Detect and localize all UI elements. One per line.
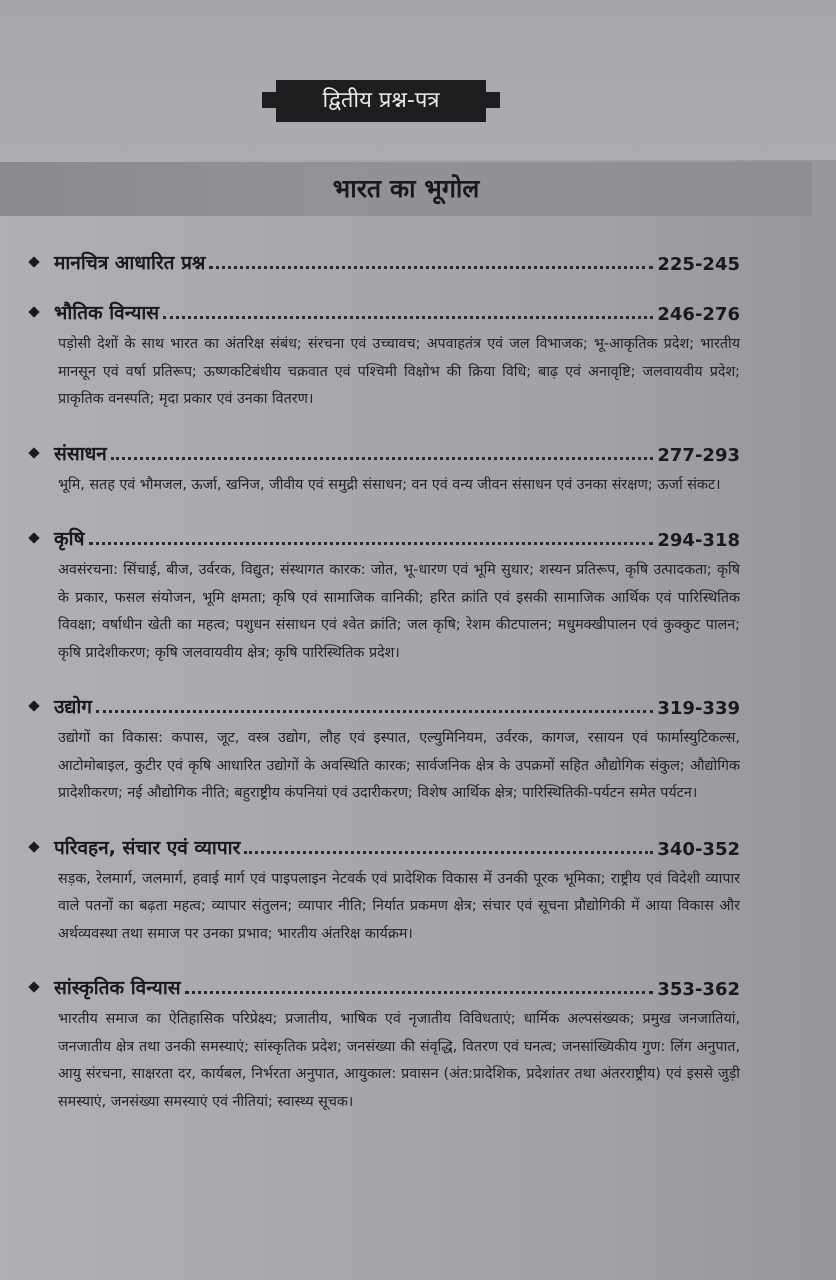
chapter-title-band (0, 162, 812, 216)
dot-leader (89, 541, 654, 545)
toc-entry-physical-setting (28, 295, 740, 414)
toc-heading-label: भौतिक विन्यास (54, 302, 160, 324)
toc-entry-industry (28, 689, 740, 808)
diamond-bullet-icon (28, 306, 39, 317)
page-range: 246-276 (657, 304, 740, 325)
diamond-bullet-icon (28, 447, 39, 458)
toc-heading[interactable] (28, 970, 740, 1000)
diamond-bullet-icon (28, 700, 39, 711)
page-range: 340-352 (657, 838, 740, 860)
page-range: 277-293 (657, 444, 740, 466)
toc-entry-cultural-setting (28, 970, 740, 1116)
diamond-bullet-icon (28, 532, 39, 543)
toc-heading[interactable] (28, 295, 740, 325)
page-range: 294-318 (657, 530, 740, 551)
dot-leader (244, 850, 653, 854)
toc-entry-resources (28, 436, 740, 500)
toc-entry-agriculture (28, 521, 740, 667)
banner-label: द्वितीय प्रश्न-पत्र (276, 80, 486, 122)
toc-heading[interactable] (28, 689, 740, 719)
toc-heading-label: परिवहन, संचार एवं व्यापार (54, 836, 241, 859)
toc-heading-label: उद्योग (54, 696, 93, 718)
diamond-bullet-icon (28, 981, 39, 992)
dot-leader (209, 265, 653, 269)
diamond-bullet-icon (28, 841, 39, 852)
toc-description: सड़क, रेलमार्ग, जलमार्ग, हवाई मार्ग एवं पाइपलाइन नेटवर्क एवं प्रादेशिक विकास में उनकी पूरक भूमिका; राष्ट्रीय एवं विदेशी व्यापार वाले पतनों का बढ़ता महत्व; व्यापार संतुलन; व्यापार नीति; निर्यात प्रकमण क्षेत्र; संचार एवं सूचना प्रौद्योगिकी में आया विकास और अर्थव्यवस्था तथा समाज पर उनका प्रभाव; भारतीय अंतरिक्ष कार्यक्रम। (58, 870, 740, 942)
toc-entry-map-questions (28, 245, 740, 275)
paper-banner (262, 80, 500, 122)
toc-description: भूमि, सतह एवं भौमजल, ऊर्जा, खनिज, जीवीय एवं समुद्री संसाधन; वन एवं वन्य जीवन संसाधन एवं उनका संरक्षण; ऊर्जा संकट। (58, 476, 721, 493)
toc-heading[interactable] (28, 521, 740, 551)
page-range: 353-362 (657, 979, 740, 1000)
toc-heading-label: मानचित्र आधारित प्रश्न (54, 252, 206, 274)
chapter-title: भारत का भूगोल (332, 174, 480, 203)
page-range: 319-339 (657, 698, 740, 719)
page-range: 225-245 (657, 254, 740, 275)
toc-heading[interactable] (28, 436, 740, 466)
diamond-bullet-icon (28, 256, 39, 267)
toc-heading-label: सांस्कृतिक विन्यास (54, 977, 181, 999)
toc-heading[interactable] (28, 830, 740, 860)
dot-leader (163, 315, 653, 319)
toc-heading-label: कृषि (54, 528, 85, 550)
toc-description: पड़ोसी देशों के साथ भारत का अंतरिक्ष संबंध; संरचना एवं उच्चावच; अपवाहतंत्र एवं जल विभाजक; भू-आकृतिक प्रदेश; भारतीय मानसून एवं वर्षा प्रतिरूप; ऊष्णकटिबंधीय चक्रवात एवं पश्चिमी विक्षोभ की क्रिया विधि; बाढ़ एवं अनावृष्टि; जलवायवीय प्रदेश; प्राकृतिक वनस्पति; मृदा प्रकार एवं उनका वितरण। (58, 336, 740, 407)
dot-leader (111, 456, 654, 460)
toc-heading-label: संसाधन (54, 442, 107, 465)
toc-list (28, 245, 740, 1116)
toc-entry-transport-trade (28, 830, 740, 949)
toc-description: उद्योगों का विकास: कपास, जूट, वस्त्र उद्योग, लौह एवं इस्पात, एल्युमिनियम, उर्वरक, कागज, रसायन एवं फार्मास्युटिकल्स, आटोमोबाइल, कुटीर एवं कृषि आधारित उद्योगों के अवस्थिति कारक; सार्वजनिक क्षेत्र के उपक्रमों सहित औद्योगिक संकुल; औद्योगिक प्रादेशीकरण; नई औद्योगिक नीति; बहुराष्ट्रीय कंपनियां एवं उदारीकरण; विशेष आर्थिक क्षेत्र; पारिस्थितिकी-पर्यटन समेत पर्यटन। (58, 730, 740, 801)
toc-description: भारतीय समाज का ऐतिहासिक परिप्रेक्ष्य; प्रजातीय, भाषिक एवं नृजातीय विविधताएं; धार्मिक अल्पसंख्यक; प्रमुख जनजातियां, जनजातीय क्षेत्र तथा उनकी समस्याएं; सांस्कृतिक प्रदेश; जनसंख्या की संवृद्धि, वितरण एवं घनत्व; जनसांख्यिकीय गुण: लिंग अनुपात, आयु संरचना, साक्षरता दर, कार्यबल, निर्भरता अनुपात, आयुकाल: प्रवासन (अंत:प्रादेशिक, प्रदेशांतर तथा अंतरराष्ट्रीय) एवं इससे जुड़ी समस्याएं, जनसंख्या समस्याएं एवं नीतियां; स्वास्थ्य सूचक। (58, 1011, 740, 1110)
dot-leader (185, 990, 654, 994)
toc-description: अवसंरचना: सिंचाई, बीज, उर्वरक, विद्युत; संस्थागत कारक: जोत, भू-धारण एवं भूमि सुधार; शस्यन प्रतिरूप, कृषि उत्पादकता; कृषि के प्रकार, फसल संयोजन, भूमि क्षमता; कृषि एवं सामाजिक वानिकी; हरित क्रांति एवं इसकी सामाजिक आर्थिक एवं पारिस्थितिक विवक्षा; वर्षाधीन खेती का महत्व; पशुधन संसाधन एवं श्वेत क्रांति; जल कृषि; रेशम कीटपालन; मधुमक्खीपालन एवं कुक्कुट पालन; कृषि प्रादेशीकरण; कृषि जलवायवीय क्षेत्र; कृषि पारिस्थितिक प्रदेश। (58, 562, 740, 661)
dot-leader (96, 709, 653, 713)
toc-heading[interactable] (28, 245, 740, 275)
